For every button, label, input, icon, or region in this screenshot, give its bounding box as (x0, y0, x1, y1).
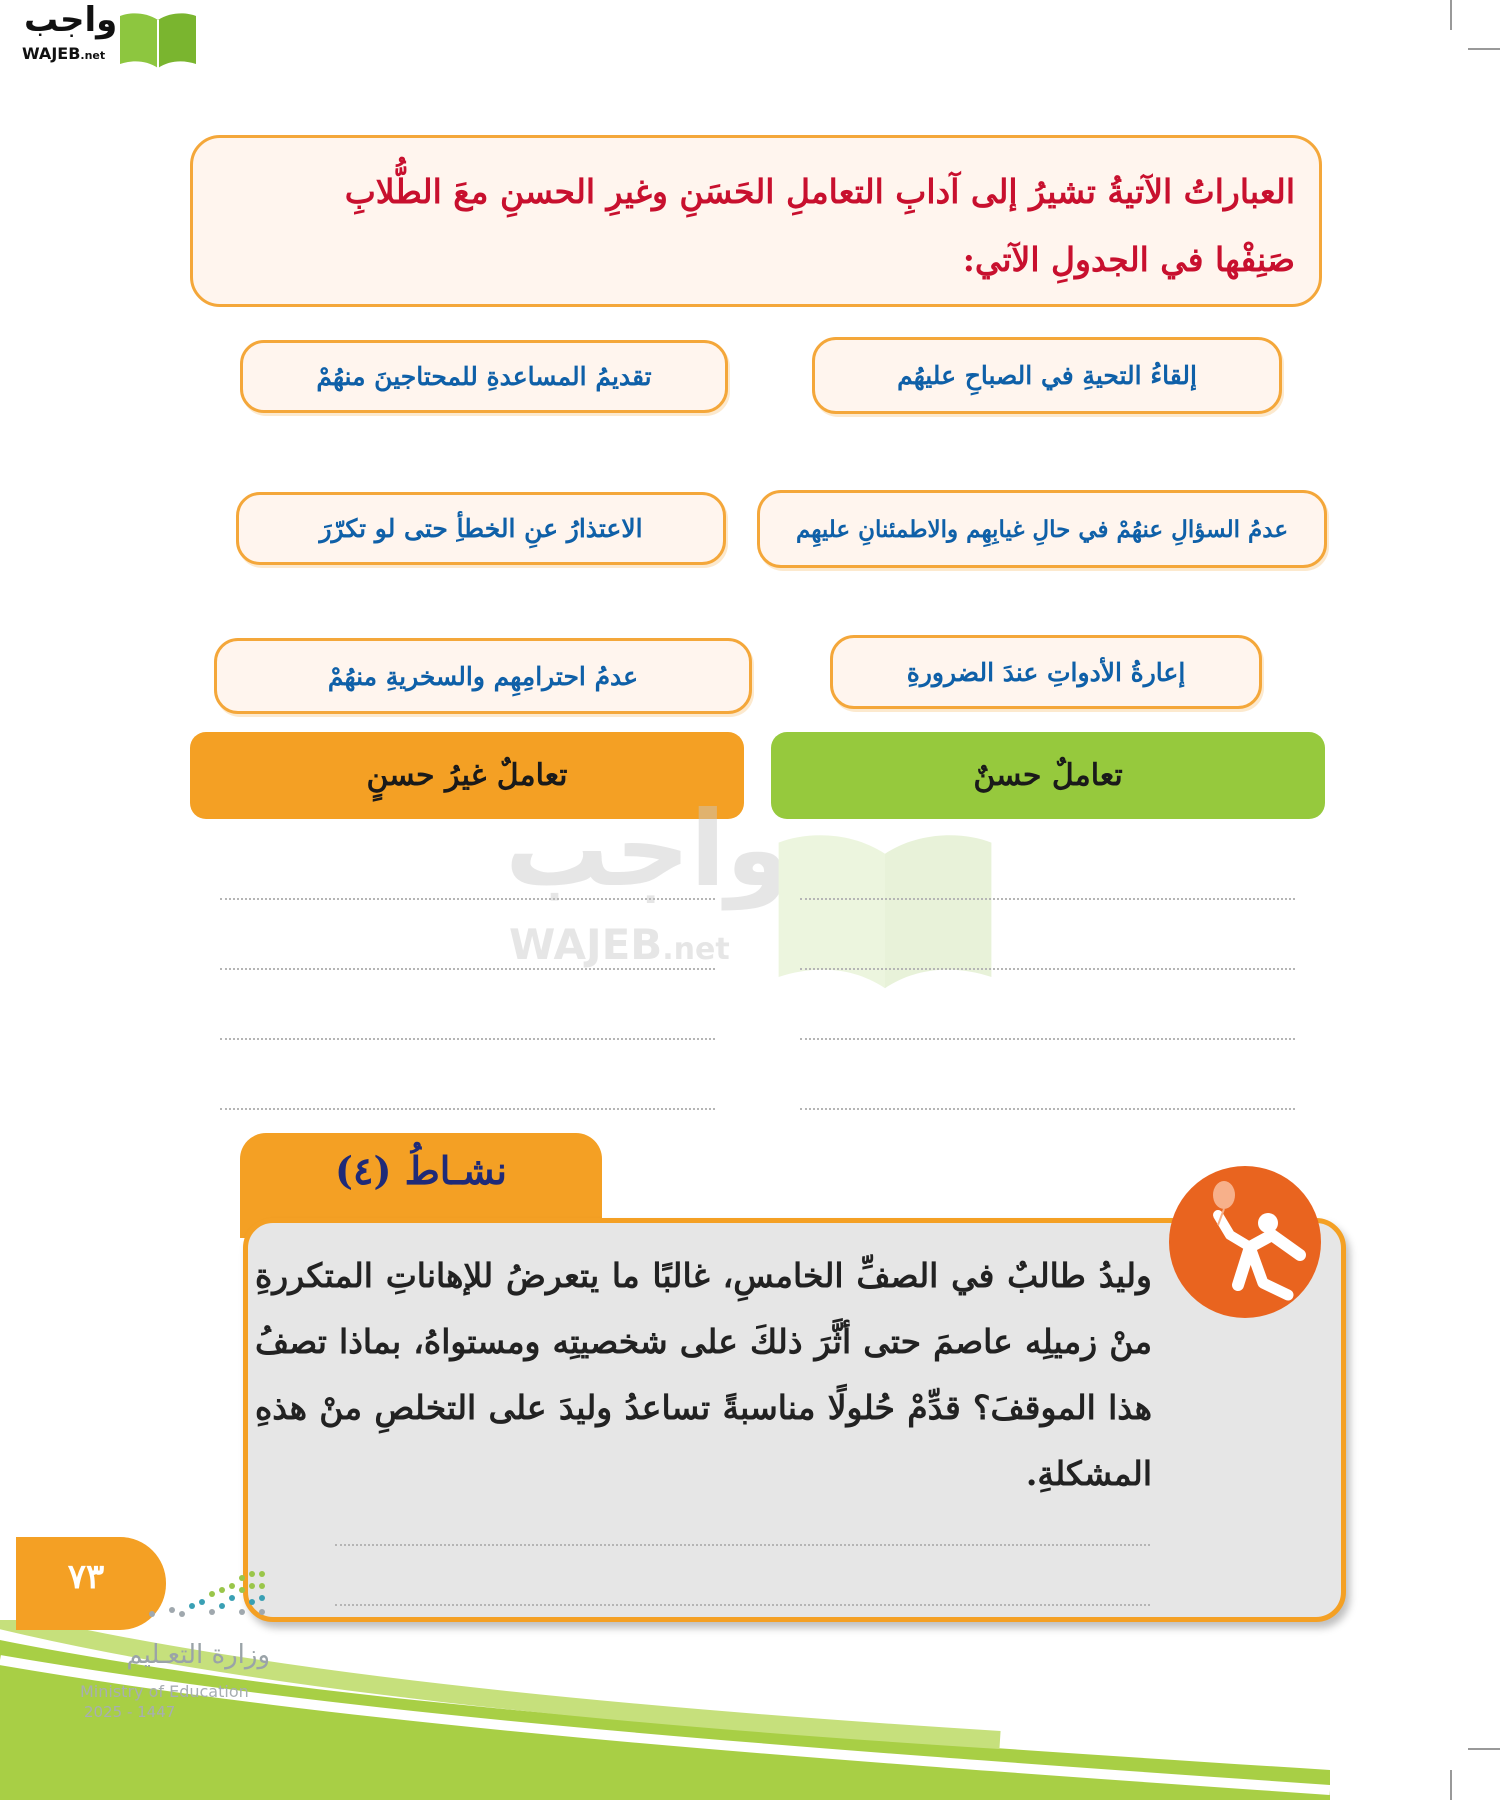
answer-line-bad[interactable] (220, 1038, 715, 1040)
activity-title: نشـاطُ (٤) (335, 1147, 507, 1193)
answer-line-bad[interactable] (220, 968, 715, 970)
watermark-text-en: WAJEB.net (509, 920, 730, 969)
answer-line-good[interactable] (800, 898, 1295, 900)
ministry-name-en: Ministry of Education (80, 1682, 249, 1701)
answer-line-bad[interactable] (220, 898, 715, 900)
book-icon (118, 10, 198, 68)
watermark-text-ar: واجب (505, 788, 791, 910)
activity-text: وليدُ طالبٌ في الصفِّ الخامسِ، غالبًا ما يتعرضُ للإهاناتِ المتكررةِ منْ زميلِه عاصمَ حتى أثَّرَ ذلكَ على شخصيتِه ومستواهُ، بماذا تصفُ هذا الموقفَ؟ قدِّمْ حُلولًا مناسبةً تساعدُ وليدَ على التخلصِ منْ هذهِ المشكلةِ. (255, 1256, 1152, 1493)
statement-card[interactable]: إعارةُ الأدواتِ عندَ الضرورةِ (830, 635, 1262, 709)
statement-card[interactable]: تقديمُ المساعدةِ للمحتاجينَ منهُمْ (240, 340, 728, 413)
ministry-year: 2025 - 1447 (84, 1703, 176, 1721)
answer-line-bad[interactable] (220, 1108, 715, 1110)
logo-text-ar: واجب (24, 0, 118, 40)
answer-line-good[interactable] (800, 968, 1295, 970)
instruction-box (190, 135, 1322, 307)
crop-mark (1450, 1770, 1452, 1800)
statement-card[interactable]: عدمُ احترامِهِم والسخريةِ منهُمْ (214, 638, 752, 714)
ministry-name-ar: وزارة التعـليم (126, 1640, 270, 1670)
activity-answer-line[interactable] (335, 1544, 1150, 1546)
logo-text-en: WAJEB.net (22, 44, 106, 63)
crop-mark (1468, 48, 1500, 50)
page-number: ٧٣ (67, 1557, 105, 1597)
instruction-line-2: صَنِفْها في الجدولِ الآتي: (962, 240, 1295, 279)
statement-card[interactable]: الاعتذارُ عنِ الخطأِ حتى لو تكرّرَ (236, 492, 726, 565)
crop-mark (1468, 1748, 1500, 1750)
category-good-header: تعاملٌ حسنٌ (771, 732, 1325, 819)
wajeb-watermark (505, 788, 1005, 990)
answer-line-good[interactable] (800, 1038, 1295, 1040)
crop-mark (1450, 0, 1452, 30)
instruction-line-1: العباراتُ الآتيةُ تشيرُ إلى آدابِ التعاملِ الحَسَنِ وغيرِ الحسنِ معَ الطُّلابِ (344, 172, 1295, 211)
category-bad-header: تعاملٌ غيرُ حسنٍ (190, 732, 744, 819)
wajeb-logo[interactable] (10, 0, 190, 68)
statement-card[interactable]: إلقاءُ التحيةِ في الصباحِ عليهُم (812, 337, 1282, 414)
statement-card[interactable]: عدمُ السؤالِ عنهُمْ في حالِ غيابِهِم والاطمئنانِ عليهِم (757, 490, 1327, 568)
activity-answer-line[interactable] (335, 1604, 1150, 1606)
activity-child-icon (1168, 1165, 1323, 1320)
ministry-logo-dots-icon (112, 1564, 272, 1624)
answer-line-good[interactable] (800, 1108, 1295, 1110)
book-icon (773, 822, 997, 992)
